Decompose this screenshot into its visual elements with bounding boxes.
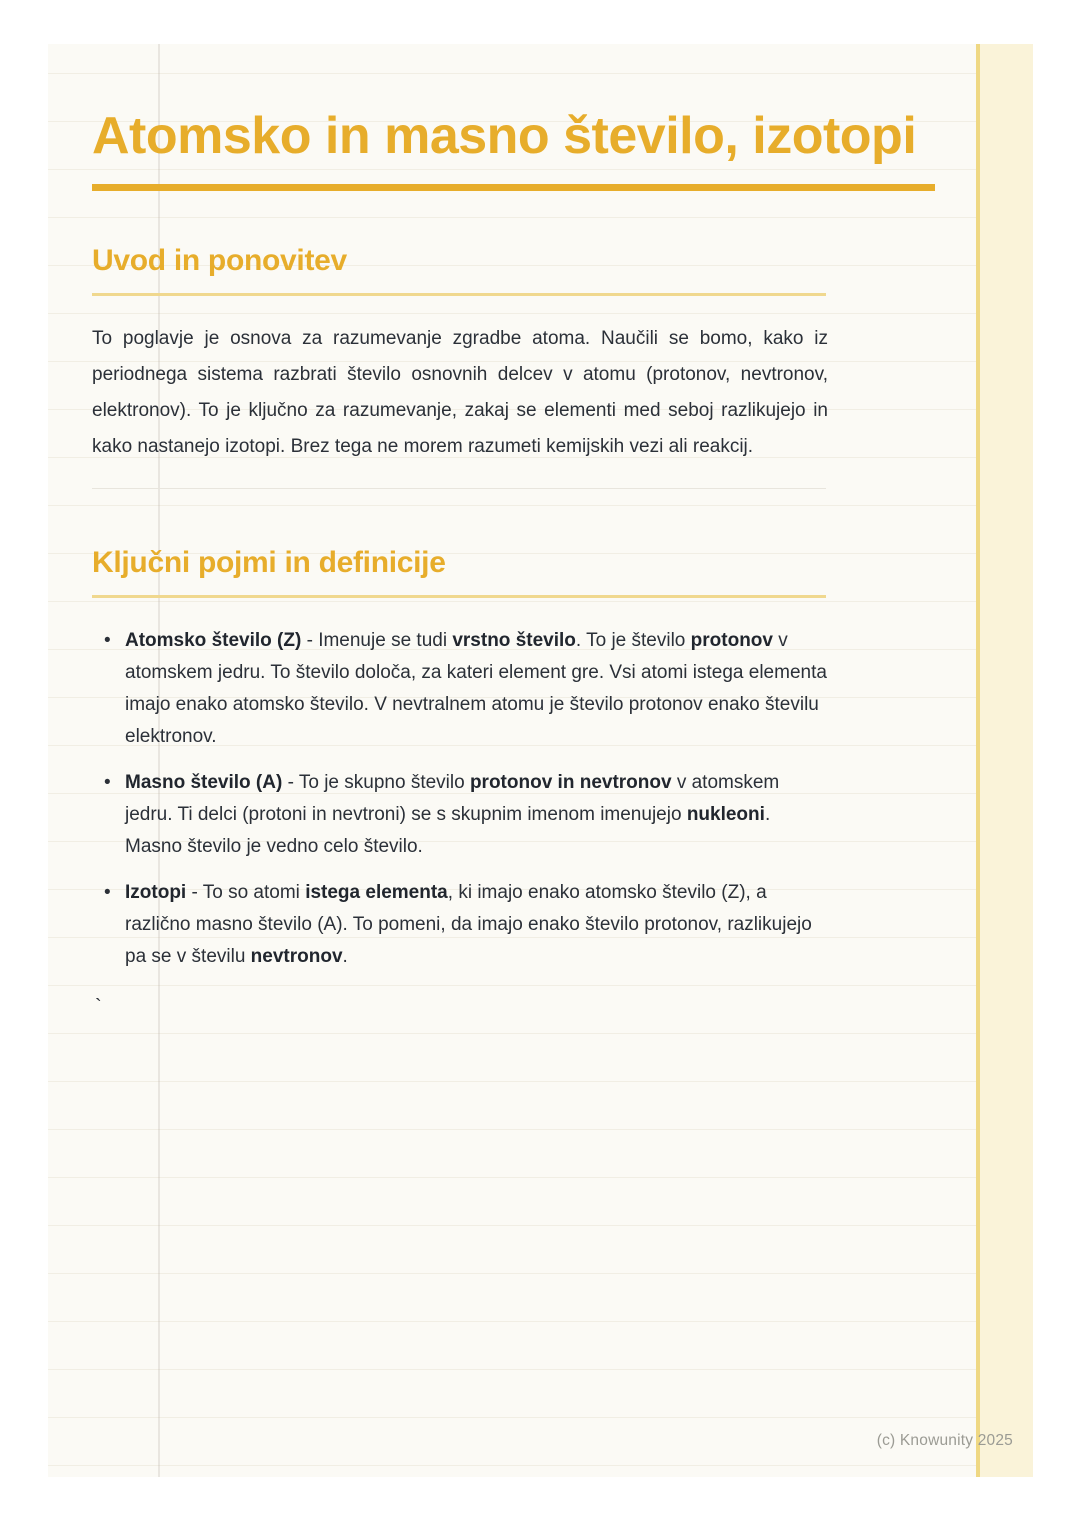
copyright-note: (c) Knowunity 2025 <box>876 1432 1013 1449</box>
definitions-list <box>92 625 828 973</box>
document-page <box>48 44 1033 1477</box>
list-item-text: Masno število (A) - To je skupno število protonov in nevtronov v atomskem jedru. Ti delci (protoni in nevtroni) se s skupnim imenom imenujejo nukleoni. Masno število je vedno celo število. <box>125 772 780 857</box>
bullet-marker: • <box>104 630 111 651</box>
list-item-isotopes <box>92 877 828 973</box>
list-item-text: Izotopi - To so atomi istega elementa, ki imajo enako atomsko število (Z), a različno masno število (A). To pomeni, da imajo enako število protonov, razlikujejo pa se v številu nevtronov. <box>125 882 812 967</box>
heading-underline <box>92 595 826 598</box>
page-content <box>48 44 1033 1019</box>
bullet-marker: • <box>104 882 111 903</box>
list-item-atomic-number <box>92 625 828 753</box>
stray-character: ` <box>95 996 102 1018</box>
section-heading-key-concepts: Ključni pojmi in definicije <box>92 546 446 579</box>
section-intro <box>92 242 828 465</box>
title-rule <box>92 184 935 191</box>
section-divider <box>92 488 826 489</box>
bullet-marker: • <box>104 772 111 793</box>
list-item-mass-number <box>92 767 828 863</box>
intro-paragraph: To poglavje je osnova za razumevanje zgradbe atoma. Naučili se bomo, kako iz periodnega sistema razbrati število osnovnih delcev v atomu (protonov, nevtronov, elektronov). To je ključno za razumevanje, zakaj se elementi med seboj razlikujejo in kako nastanejo izotopi. Brez tega ne morem razumeti kemijskih vezi ali reakcij. <box>92 328 828 457</box>
section-key-concepts <box>92 544 828 1019</box>
page-title: Atomsko in masno število, izotopi <box>92 107 917 165</box>
section-heading-intro: Uvod in ponovitev <box>92 244 347 277</box>
heading-underline <box>92 293 826 296</box>
list-item-text: Atomsko število (Z) - Imenuje se tudi vrstno število. To je število protonov v atomskem jedru. To število določa, za kateri element gre. Vsi atomi istega elementa imajo enako atomsko število. V nevtralnem atomu je število protonov enako številu elektronov. <box>125 630 827 747</box>
